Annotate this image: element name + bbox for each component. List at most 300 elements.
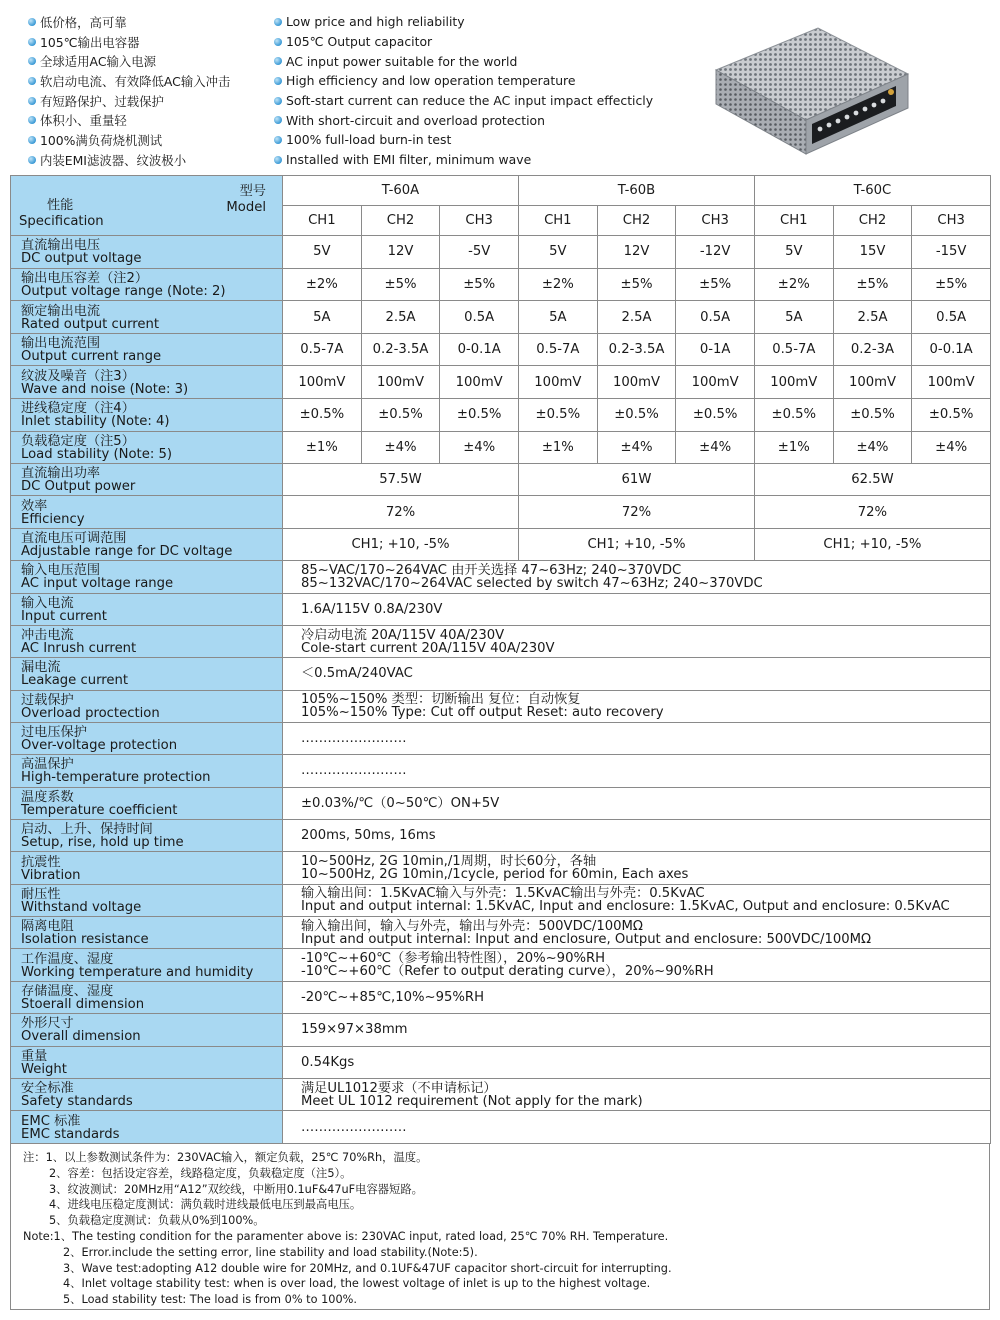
note-line: 4、Inlet voltage stability test: when is over load, the lowest voltage of inlet is up to the highest voltage. [63,1277,651,1291]
label-en: AC input voltage range [21,576,174,592]
feature-text: 100%满负荷烧机测试 [40,132,163,148]
notes-section [10,1144,990,1310]
channel-header: CH3 [912,206,991,236]
value-line: 冷启动电流 20A/115V 40A/230V [301,627,505,643]
label-cn: 额定输出电流 [21,303,101,319]
label-cn: 外形尺寸 [21,1016,74,1032]
feature-item-en [274,71,653,91]
model-label-cn: 型号 [239,184,266,199]
spec-row [11,787,991,819]
label-en: Over-voltage protection [21,738,178,754]
label-cn: 工作温度、湿度 [21,951,114,967]
value-line: 0.54Kgs [301,1054,355,1070]
value-line: ±0.03%/℃（0~50℃）ON+5V [301,795,500,811]
spec-label [11,398,283,431]
label-cn: 抗震性 [21,854,61,870]
feature-text: 105℃ Output capacitor [286,34,433,50]
spec-row [11,625,991,657]
spec-label [11,593,283,625]
label-en: Temperature coefficient [21,802,178,818]
note-line: 5、Load stability test: The load is from 0% to 100%. [63,1293,357,1307]
label-cn: 效率 [21,498,48,514]
spec-value: 72% [754,496,990,528]
spec-value: -12V [676,236,755,269]
spec-label-cn: 性能 [47,198,74,213]
feature-text: 内装EMI滤波器、纹波极小 [40,152,187,168]
label-cn: 温度系数 [21,789,74,805]
feature-text: 全球适用AC输入电源 [40,54,157,70]
feature-item-cn [28,150,230,170]
spec-label [11,496,283,528]
value-line: …………………… [301,731,407,747]
note-line: 2、Error.include the setting error, line stability and load stability.(Note:5). [63,1245,478,1259]
bullet-icon [28,77,36,85]
spec-value: ±4% [833,431,912,464]
value-line: -10℃~+60℃（Refer to output derating curve），20%~90%RH [301,964,714,980]
spec-label [11,722,283,754]
spec-value: 0.5-7A [754,333,833,366]
spec-row [11,496,991,528]
spec-row [11,301,991,334]
spec-value: ±0.5% [440,398,519,431]
bullet-icon [28,57,36,65]
spec-row [11,917,991,949]
value-line: …………………… [301,763,407,779]
spec-row [11,236,991,269]
feature-text: Low price and high reliability [286,14,465,30]
spec-value: ±1% [283,431,362,464]
spec-value: ±0.5% [912,398,991,431]
spec-value [283,1111,991,1144]
value-line: Input and output internal: Input and enclosure, Output and enclosure: 500VDC/100MΩ [301,931,872,947]
label-en: EMC standards [21,1126,120,1142]
label-cn: EMC 标准 [21,1113,81,1129]
bullet-icon [28,18,36,26]
spec-value: 5A [518,301,597,334]
label-cn: 重量 [21,1048,48,1064]
value-line: 10~500Hz, 2G 10min,/1周期，时长60分，各轴 [301,854,597,870]
spec-value: 0-0.1A [912,333,991,366]
value-line: Cole-start current 20A/115V 40A/230V [301,640,555,656]
label-en: Inlet stability (Note: 4) [21,414,170,430]
channel-header: CH2 [833,206,912,236]
spec-value [283,722,991,754]
spec-value: 5V [754,236,833,269]
spec-row [11,820,991,852]
bullet-icon [28,38,36,46]
label-en: High-temperature protection [21,770,211,786]
spec-value: 0.2-3A [833,333,912,366]
feature-text: 软启动电流、有效降低AC输入冲击 [40,73,231,89]
spec-value: 57.5W [283,464,519,496]
value-line: Input and output internal: 1.5KvAC, Input and enclosure: 1.5KvAC, Output and enclosure: 0.5KvAC [301,899,950,915]
spec-value: ±0.5% [597,398,676,431]
spec-value: CH1; +10, -5% [518,528,754,560]
spec-value: CH1; +10, -5% [754,528,990,560]
spec-row [11,528,991,560]
spec-value: 100mV [440,366,519,399]
spec-value: 72% [283,496,519,528]
value-line: 85~132VAC/170~264VAC selected by switch 47~63Hz; 240~370VDC [301,575,763,591]
features-cn [28,12,230,170]
model-label-en: Model [226,200,266,215]
label-cn: 纹波及噪音（注3） [21,368,135,384]
spec-value: ±2% [754,268,833,301]
label-cn: 负载稳定度（注5） [21,433,135,449]
spec-value: 62.5W [754,464,990,496]
value-line: 105%~150% 类型：切断输出 复位：自动恢复 [301,692,581,708]
spec-value [283,917,991,949]
spec-value: 100mV [518,366,597,399]
spec-value: 100mV [361,366,440,399]
spec-value: 0.5A [912,301,991,334]
spec-value: 100mV [597,366,676,399]
note-line: 4、进线电压稳定度测试：满负载时进线最低电压到最高电压。 [49,1198,362,1212]
label-en: Isolation resistance [21,932,149,948]
label-cn: 直流输出电压 [21,238,101,254]
feature-item-cn [28,91,230,111]
label-cn: 漏电流 [21,660,61,676]
value-line: 输入输出间，输入与外壳，输出与外壳：500VDC/100MΩ [301,918,643,934]
label-cn: 存储温度、湿度 [21,983,114,999]
feature-item-en [274,91,653,111]
model-name: T-60C [754,176,990,206]
spec-label [11,1046,283,1078]
feature-text: 体积小、重量轻 [40,113,127,129]
spec-value: 0.5A [440,301,519,334]
feature-item-en [274,51,653,71]
spec-value [283,852,991,884]
spec-row [11,561,991,593]
spec-value: 100mV [833,366,912,399]
spec-value [283,658,991,690]
label-en: Leakage current [21,673,129,689]
bullet-icon [274,97,282,105]
spec-value: 2.5A [597,301,676,334]
bullet-icon [274,18,282,26]
spec-label [11,884,283,916]
feature-item-en [274,32,653,52]
spec-row [11,981,991,1013]
spec-value: 5A [754,301,833,334]
spec-label [11,301,283,334]
feature-text: 100% full-load burn-in test [286,132,452,148]
spec-label [11,690,283,722]
label-en: Efficiency [21,511,85,527]
header-row-models [11,176,991,206]
bullet-icon [274,136,282,144]
feature-item-en [274,110,653,130]
spec-value: ±0.5% [754,398,833,431]
label-en: Withstand voltage [21,899,142,915]
label-en: Setup, rise, hold up time [21,835,184,851]
spec-row [11,431,991,464]
spec-label [11,561,283,593]
label-cn: 输入电流 [21,595,74,611]
label-cn: 耐压性 [21,886,61,902]
spec-value: 100mV [283,366,362,399]
spec-value: ±0.5% [518,398,597,431]
spec-label [11,787,283,819]
feature-item-en [274,150,653,170]
spec-label [11,464,283,496]
header-corner [11,176,283,236]
spec-label [11,366,283,399]
spec-value [283,1014,991,1046]
spec-row [11,398,991,431]
label-en: Overload proctection [21,705,160,721]
label-en: DC Output power [21,479,136,495]
bullet-icon [274,38,282,46]
channel-header: CH2 [597,206,676,236]
label-cn: 输入电压范围 [21,563,101,579]
spec-value: 100mV [676,366,755,399]
spec-value: 100mV [754,366,833,399]
label-en: DC output voltage [21,251,142,267]
spec-value: 0-0.1A [440,333,519,366]
spec-label [11,1111,283,1144]
spec-label [11,852,283,884]
label-cn: 进线稳定度（注4） [21,401,135,417]
spec-value [283,593,991,625]
label-en: Input current [21,608,107,624]
spec-label [11,949,283,981]
label-en: Safety standards [21,1094,133,1110]
spec-value: ±1% [518,431,597,464]
spec-value: ±4% [676,431,755,464]
bullet-icon [28,97,36,105]
feature-text: 有短路保护、过载保护 [40,93,164,109]
spec-value: 12V [597,236,676,269]
bullet-icon [274,57,282,65]
spec-label [11,431,283,464]
bullet-icon [274,116,282,124]
spec-value [283,625,991,657]
bullet-icon [28,136,36,144]
spec-value: ±4% [361,431,440,464]
spec-label [11,917,283,949]
note-line: 3、Wave test:adopting A12 double wire for 20MHz, and 0.1UF&47UF capacitor short-circuit for interrupting. [63,1261,672,1275]
spec-value: ±1% [754,431,833,464]
channel-header: CH3 [440,206,519,236]
value-line: -10℃~+60℃（参考输出特性图），20%~90%RH [301,951,606,967]
label-en: Wave and noise (Note: 3) [21,381,189,397]
spec-label [11,820,283,852]
channel-header: CH1 [518,206,597,236]
spec-value: 0-1A [676,333,755,366]
spec-value [283,787,991,819]
spec-value: ±5% [912,268,991,301]
label-cn: 输出电压容差（注2） [21,270,149,286]
value-line: 1.6A/115V 0.8A/230V [301,601,443,617]
spec-label [11,658,283,690]
spec-value [283,1078,991,1110]
label-en: Overall dimension [21,1029,141,1045]
spec-value: CH1; +10, -5% [283,528,519,560]
spec-value [283,755,991,787]
spec-table [10,175,991,1144]
spec-row [11,852,991,884]
label-en: Rated output current [21,316,160,332]
note-line: Note:1、The testing condition for the paramenter above is: 230VAC input, rated load, 25℃ 70% RH. Temperature. [23,1229,669,1243]
spec-row [11,333,991,366]
bullet-icon [274,77,282,85]
spec-value [283,884,991,916]
feature-text: AC input power suitable for the world [286,53,518,69]
channel-header: CH1 [754,206,833,236]
spec-label [11,268,283,301]
label-cn: 安全标准 [21,1081,74,1097]
label-cn: 直流电压可调范围 [21,530,127,546]
label-cn: 高温保护 [21,757,74,773]
spec-value: 61W [518,464,754,496]
spec-value: 0.2-3.5A [361,333,440,366]
label-cn: 冲击电流 [21,628,74,644]
spec-row [11,722,991,754]
spec-row [11,1078,991,1110]
spec-value: ±0.5% [283,398,362,431]
spec-value: ±5% [361,268,440,301]
label-en: Output current range [21,349,162,365]
feature-item-en [274,12,653,32]
feature-item-cn [28,51,230,71]
label-en: Vibration [21,867,81,883]
spec-value: ±0.5% [833,398,912,431]
spec-label [11,333,283,366]
label-cn: 直流输出功率 [21,466,101,482]
spec-value: 5A [283,301,362,334]
value-line: ＜0.5mA/240VAC [301,666,413,682]
label-en: Weight [21,1061,67,1077]
value-line: Meet UL 1012 requirement (Not apply for the mark) [301,1093,643,1109]
spec-value: 2.5A [361,301,440,334]
note-line: 3、纹波测试：20MHz用“A12”双绞线，中断用0.1uF&47uF电容器短路。 [49,1182,423,1196]
value-line: 200ms, 50ms, 16ms [301,828,436,844]
spec-value [283,690,991,722]
feature-item-cn [28,71,230,91]
spec-value: ±2% [518,268,597,301]
feature-text: Soft-start current can reduce the AC input impact effecticly [286,93,654,109]
spec-value: 0.5A [676,301,755,334]
spec-label-en: Specification [19,214,104,229]
spec-value: 5V [283,236,362,269]
bullet-icon [28,156,36,164]
channel-header: CH3 [676,206,755,236]
spec-label [11,528,283,560]
spec-value: 0.5-7A [518,333,597,366]
spec-value: ±0.5% [676,398,755,431]
label-cn: 启动、上升、保持时间 [21,822,153,838]
value-line: 输入输出间：1.5KvAC输入与外壳：1.5KvAC输出与外壳：0.5KvAC [301,886,705,902]
features-en [274,12,653,170]
spec-row [11,268,991,301]
note-line: 2、容差：包括设定容差，线路稳定度，负载稳定度（注5）。 [49,1166,352,1180]
feature-text: With short-circuit and overload protection [286,112,545,128]
value-line: 85~VAC/170~264VAC 由开关选择 47~63Hz; 240~370VDC [301,562,682,578]
label-cn: 过载保护 [21,692,74,708]
spec-row [11,884,991,916]
label-cn: 过电压保护 [21,725,87,741]
spec-row [11,755,991,787]
spec-label [11,1078,283,1110]
channel-header: CH2 [361,206,440,236]
feature-item-cn [28,110,230,130]
label-en: AC Inrush current [21,641,137,657]
spec-row [11,593,991,625]
label-cn: 隔离电阻 [21,919,74,935]
spec-value: ±0.5% [361,398,440,431]
feature-text: 105℃输出电容器 [40,34,140,50]
spec-value: ±5% [676,268,755,301]
label-en: Working temperature and humidity [21,964,254,980]
spec-value: ±4% [440,431,519,464]
spec-value [283,949,991,981]
feature-item-cn [28,32,230,52]
value-line: 105%~150% Type: Cut off output Reset: auto recovery [301,705,664,721]
spec-label [11,625,283,657]
feature-text: 低价格，高可靠 [40,14,127,30]
spec-row [11,1111,991,1144]
spec-value: 100mV [912,366,991,399]
value-line: …………………… [301,1119,407,1135]
spec-value: 5V [518,236,597,269]
label-en: Stoerall dimension [21,996,145,1012]
spec-row [11,658,991,690]
label-en: Adjustable range for DC voltage [21,543,233,559]
spec-value: ±5% [833,268,912,301]
label-cn: 输出电流范围 [21,336,101,352]
spec-value: 2.5A [833,301,912,334]
label-en: Output voltage range (Note: 2) [21,283,226,299]
spec-label [11,981,283,1013]
spec-value: 12V [361,236,440,269]
spec-value: -15V [912,236,991,269]
spec-value [283,561,991,593]
spec-row [11,690,991,722]
bullet-icon [28,116,36,124]
spec-value: ±5% [597,268,676,301]
spec-value: ±5% [440,268,519,301]
spec-value: ±2% [283,268,362,301]
spec-value: 15V [833,236,912,269]
feature-text: Installed with EMI filter, minimum wave [286,152,532,168]
spec-value: 72% [518,496,754,528]
value-line: 满足UL1012要求（不申请标记） [301,1080,497,1096]
feature-item-cn [28,130,230,150]
value-line: 10~500Hz, 2G 10min,/1cycle, period for 60min, Each axes [301,867,689,883]
label-en: Load stability (Note: 5) [21,446,173,462]
spec-label [11,236,283,269]
note-line: 注：1、以上参数测试条件为：230VAC输入，额定负载，25℃ 70%Rh，温度。 [23,1151,428,1164]
spec-value [283,981,991,1013]
feature-item-en [274,130,653,150]
spec-value: 0.5-7A [283,333,362,366]
power-supply-image [708,22,912,162]
spec-row [11,949,991,981]
channel-header: CH1 [283,206,362,236]
spec-value [283,820,991,852]
spec-value: -5V [440,236,519,269]
spec-row [11,464,991,496]
spec-value [283,1046,991,1078]
note-line: 5、负载稳定度测试：负载从0%到100%。 [49,1214,265,1228]
spec-row [11,366,991,399]
spec-value: ±4% [912,431,991,464]
feature-item-cn [28,12,230,32]
model-name: T-60B [518,176,754,206]
spec-value: ±4% [597,431,676,464]
bullet-icon [274,156,282,164]
